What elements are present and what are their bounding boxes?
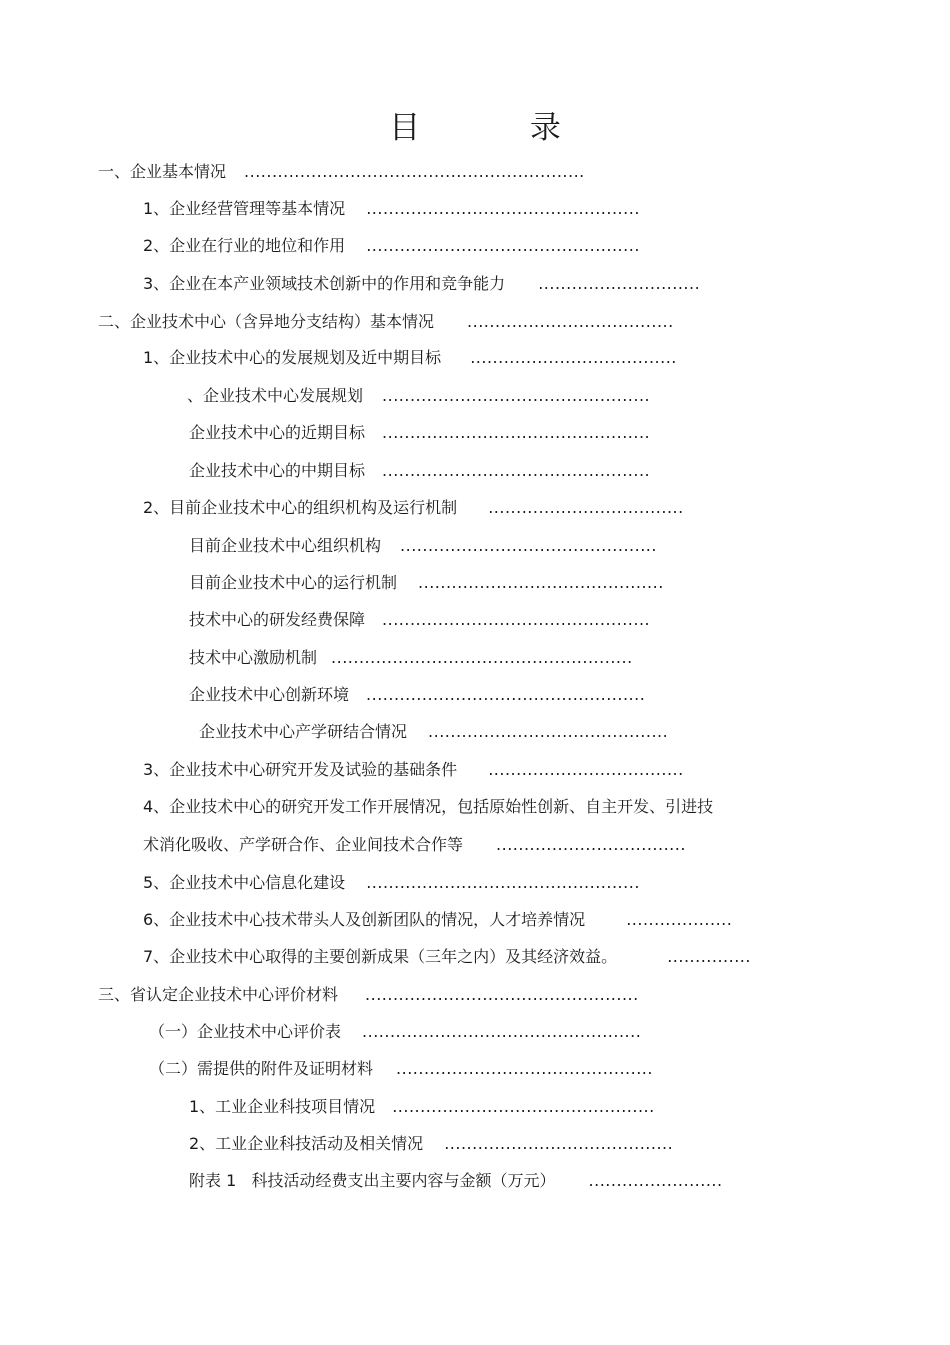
toc-entry[interactable] xyxy=(143,834,686,856)
toc-entry-label: 一、企业基本情况 xyxy=(98,162,227,181)
toc-entry[interactable] xyxy=(187,385,650,407)
toc-leader-dots: ................................... xyxy=(488,760,684,779)
toc-entry-label: 目前企业技术中心的运行机制 xyxy=(189,573,398,592)
toc-entry[interactable] xyxy=(149,1021,641,1043)
toc-entry-label: 4、企业技术中心的研究开发工作开展情况，包括原始性创新、自主开发、引进技 xyxy=(143,797,714,816)
toc-leader-dots: ................................................. xyxy=(366,873,640,892)
toc-leader-dots: .................................................. xyxy=(362,1022,642,1041)
toc-entry[interactable] xyxy=(189,535,657,557)
toc-leader-dots: ................................................ xyxy=(382,461,651,480)
toc-entry[interactable] xyxy=(98,984,639,1006)
toc-entry-label: 3、企业技术中心研究开发及试验的基础条件 xyxy=(143,760,458,779)
toc-entry-label: 术消化吸收、产学研合作、企业间技术合作等 xyxy=(143,835,464,854)
toc-leader-dots: ............................. xyxy=(538,274,701,293)
toc-leader-dots: ..................................... xyxy=(467,312,674,331)
toc-entry-label: 6、企业技术中心技术带头人及创新团队的情况，人才培养情况 xyxy=(143,910,586,929)
toc-entry-label: （二）需提供的附件及证明材料 xyxy=(149,1059,374,1078)
toc-leader-dots: .............................................. xyxy=(400,536,657,555)
toc-leader-dots: ..................................... xyxy=(470,348,677,367)
toc-entry-label: 附表 1 科技活动经费支出主要内容与金额（万元） xyxy=(189,1171,556,1190)
toc-entry-label: 1、企业经营管理等基本情况 xyxy=(143,199,346,218)
toc-leader-dots: ................................................. xyxy=(365,985,639,1004)
toc-entry[interactable] xyxy=(199,721,668,743)
toc-entry-label: 1、企业技术中心的发展规划及近中期目标 xyxy=(143,348,442,367)
toc-entry[interactable] xyxy=(189,609,650,631)
toc-leader-dots: ................... xyxy=(626,910,733,929)
toc-entry[interactable] xyxy=(189,1096,655,1118)
toc-entry-label: 5、企业技术中心信息化建设 xyxy=(143,873,346,892)
toc-entry-label: 三、省认定企业技术中心评价材料 xyxy=(98,985,339,1004)
toc-leader-dots: ................................................. xyxy=(366,199,640,218)
toc-entry[interactable] xyxy=(143,347,677,369)
toc-leader-dots: ................................................ xyxy=(382,386,651,405)
toc-entry[interactable] xyxy=(189,647,633,669)
toc-entry-label: 2、工业企业科技活动及相关情况 xyxy=(189,1134,424,1153)
toc-entry[interactable] xyxy=(189,422,650,444)
toc-entry[interactable] xyxy=(98,161,585,183)
toc-entry-label: 企业技术中心的近期目标 xyxy=(189,423,366,442)
toc-entry[interactable] xyxy=(143,235,640,257)
toc-entry-label: 目前企业技术中心组织机构 xyxy=(189,536,382,555)
toc-entry[interactable] xyxy=(143,872,640,894)
toc-entry[interactable] xyxy=(189,572,664,594)
toc-entry-label: 7、企业技术中心取得的主要创新成果（三年之内）及其经济效益。 xyxy=(143,947,618,966)
page-title: 目 录 xyxy=(389,110,611,146)
toc-leader-dots: .............................................. xyxy=(396,1059,653,1078)
toc-leader-dots: ............... xyxy=(667,947,751,966)
toc-leader-dots: ................................................. xyxy=(366,236,640,255)
toc-entry-label: 、企业技术中心发展规划 xyxy=(187,386,364,405)
toc-entry-label: 3、企业在本产业领域技术创新中的作用和竞争能力 xyxy=(143,274,506,293)
toc-leader-dots: .................................................. xyxy=(366,685,646,704)
toc-entry[interactable] xyxy=(143,497,684,519)
toc-entry[interactable] xyxy=(143,909,732,931)
toc-entry-label: 2、企业在行业的地位和作用 xyxy=(143,236,346,255)
toc-entry[interactable] xyxy=(98,311,674,333)
toc-entry-label: 2、目前企业技术中心的组织机构及运行机制 xyxy=(143,498,458,517)
toc-leader-dots: ............................................................. xyxy=(244,162,585,181)
toc-leader-dots: .................................. xyxy=(496,835,686,854)
toc-entry[interactable] xyxy=(189,1133,673,1155)
toc-entry-label: 企业技术中心产学研结合情况 xyxy=(199,722,408,741)
toc-leader-dots: ................................... xyxy=(488,498,684,517)
toc-leader-dots: ...................................................... xyxy=(331,648,633,667)
toc-entry[interactable] xyxy=(189,684,645,706)
toc-entry-label: 二、企业技术中心（含异地分支结构）基本情况 xyxy=(98,312,435,331)
toc-entry-label: 技术中心激励机制 xyxy=(189,648,318,667)
toc-entry[interactable] xyxy=(143,198,640,220)
toc-entry-label: 企业技术中心创新环境 xyxy=(189,685,350,704)
toc-entry[interactable] xyxy=(143,273,700,295)
toc-entry-label: 1、工业企业科技项目情况 xyxy=(189,1097,376,1116)
toc-leader-dots: ............................................... xyxy=(392,1097,655,1116)
toc-entry-label: 技术中心的研发经费保障 xyxy=(189,610,366,629)
toc-entry[interactable] xyxy=(189,460,650,482)
toc-leader-dots: ........................................... xyxy=(428,722,669,741)
toc-entry[interactable] xyxy=(143,796,713,818)
toc-entry[interactable] xyxy=(143,946,751,968)
toc-entry-label: （一）企业技术中心评价表 xyxy=(149,1022,342,1041)
toc-entry[interactable] xyxy=(189,1170,723,1192)
toc-leader-dots: ........................ xyxy=(588,1171,723,1190)
toc-entry[interactable] xyxy=(143,759,684,781)
toc-leader-dots: ................................................ xyxy=(382,610,651,629)
toc-entry-label: 企业技术中心的中期目标 xyxy=(189,461,366,480)
toc-entry[interactable] xyxy=(149,1058,653,1080)
toc-leader-dots: ............................................ xyxy=(418,573,664,592)
toc-leader-dots: ................................................ xyxy=(382,423,651,442)
toc-leader-dots: ......................................... xyxy=(444,1134,674,1153)
